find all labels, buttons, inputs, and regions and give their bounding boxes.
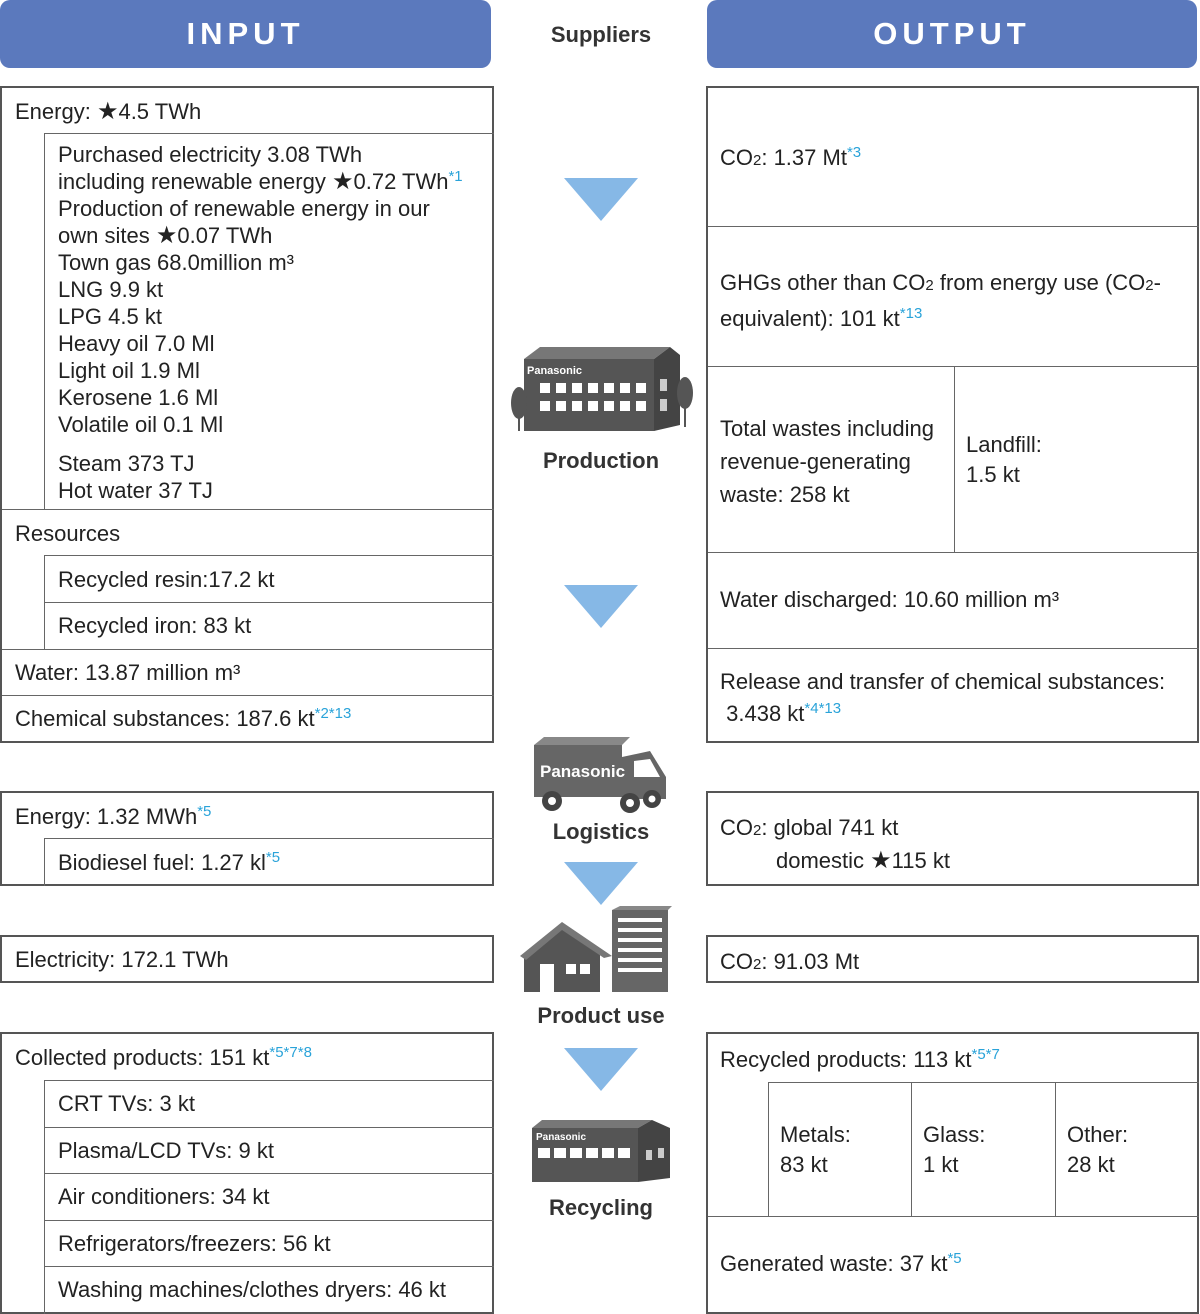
volatile-oil: Volatile oil 0.1 Ml — [58, 412, 224, 437]
recycling-input-box — [0, 1032, 494, 1314]
co2-logistics: CO2: global 741 kt domestic ★115 kt — [720, 815, 950, 874]
product-use-output-box — [706, 935, 1199, 983]
logistics-energy: Energy: 1.32 MWh$^{*5}$ — [15, 803, 212, 829]
steam: Steam 373 TJ — [58, 451, 195, 476]
chemical-substances: Chemical substances: 187.6 kt$^{*2*13}$ — [15, 705, 352, 731]
house-icon — [520, 906, 672, 996]
other: Other: 28 kt — [1067, 1122, 1129, 1177]
lng: LNG 9.9 kt — [58, 277, 164, 302]
logistics-input-box — [0, 791, 494, 886]
landfill: Landfill: 1.5 kt — [966, 432, 1042, 487]
recycled-iron: Recycled iron: 83 kt — [58, 613, 252, 638]
total-wastes: Total wastes including revenue-generating waste: 258 kt — [720, 416, 935, 507]
lpg: LPG 4.5 kt — [58, 304, 162, 329]
logistics-output-box — [706, 791, 1199, 886]
heavy-oil: Heavy oil 7.0 Ml — [58, 331, 215, 356]
hot-water: Hot water 37 TJ — [58, 478, 213, 503]
recycled-resin: Recycled resin:17.2 kt — [58, 567, 275, 592]
recycling-output-box — [706, 1032, 1199, 1314]
input-header: INPUT — [0, 0, 491, 68]
kerosene: Kerosene 1.6 Ml — [58, 385, 219, 410]
purchased-electricity: Purchased electricity 3.08 TWh — [58, 142, 363, 167]
suppliers-label: Suppliers — [550, 22, 652, 47]
flow-arrow-4 — [564, 1048, 638, 1091]
renewable-energy: including renewable energy ★0.72 TWh$^{*1}$ — [58, 168, 463, 195]
generated-waste: Generated waste: 37 kt$^{*5}$ — [720, 1250, 962, 1276]
own-sites-line-2: own sites ★0.07 TWh — [58, 222, 273, 249]
production-output-box — [706, 86, 1199, 743]
co2-production: CO2: 1.37 Mt$^{*3}$ — [720, 144, 862, 170]
product-use-input-box — [0, 935, 494, 983]
ghg-other: GHGs other than CO2 from energy use (CO2- equivalent): 101 kt$^{*13}$ — [720, 270, 1161, 331]
factory-icon — [510, 345, 694, 433]
water-input: Water: 13.87 million m³ — [15, 660, 241, 685]
flow-arrow-2 — [564, 585, 638, 628]
town-gas: Town gas 68.0million m³ — [58, 250, 294, 275]
stage-production: Production — [542, 448, 660, 473]
flow-arrow-3 — [564, 862, 638, 905]
collected-products: Collected products: 151 kt$^{*5*7*8}$ — [15, 1044, 312, 1070]
list-item: CRT TVs: 3 kt — [58, 1091, 195, 1116]
list-item: Air conditioners: 34 kt — [58, 1184, 270, 1209]
stage-logistics: Logistics — [552, 819, 650, 844]
co2-product-use: CO2: 91.03 Mt — [720, 949, 860, 974]
biodiesel-fuel: Biodiesel fuel: 1.27 kl$^{*5}$ — [58, 849, 281, 875]
svg-text:Panasonic: Panasonic — [536, 1132, 587, 1143]
release-transfer: Release and transfer of chemical substances: 3.438 kt$^{*4*13}$ — [720, 669, 1166, 726]
electricity-use: Electricity: 172.1 TWh — [15, 947, 229, 972]
list-item: Washing machines/clothes dryers: 46 kt — [58, 1277, 447, 1302]
truck-icon — [530, 737, 670, 813]
flow-arrow-1 — [564, 178, 638, 221]
metals: Metals: 83 kt — [780, 1122, 851, 1177]
water-discharged: Water discharged: 10.60 million m³ — [720, 587, 1060, 612]
resources: Resources — [15, 521, 121, 546]
stage-product-use: Product use — [537, 1003, 665, 1028]
stage-recycling: Recycling — [549, 1195, 653, 1220]
recycling-factory-icon — [528, 1118, 674, 1184]
output-header: OUTPUT — [707, 0, 1197, 68]
energy-total: Energy: ★4.5 TWh — [15, 98, 202, 125]
svg-text:Panasonic: Panasonic — [527, 365, 583, 377]
glass: Glass: 1 kt — [923, 1122, 986, 1177]
svg-text:Panasonic: Panasonic — [540, 762, 626, 781]
list-item: Refrigerators/freezers: 56 kt — [58, 1231, 331, 1256]
production-input-box — [0, 86, 494, 743]
light-oil: Light oil 1.9 Ml — [58, 358, 200, 383]
own-sites-line-1: Production of renewable energy in our — [58, 196, 430, 221]
list-item: Plasma/LCD TVs: 9 kt — [58, 1138, 274, 1163]
recycled-products: Recycled products: 113 kt$^{*5*7}$ — [720, 1046, 1000, 1072]
